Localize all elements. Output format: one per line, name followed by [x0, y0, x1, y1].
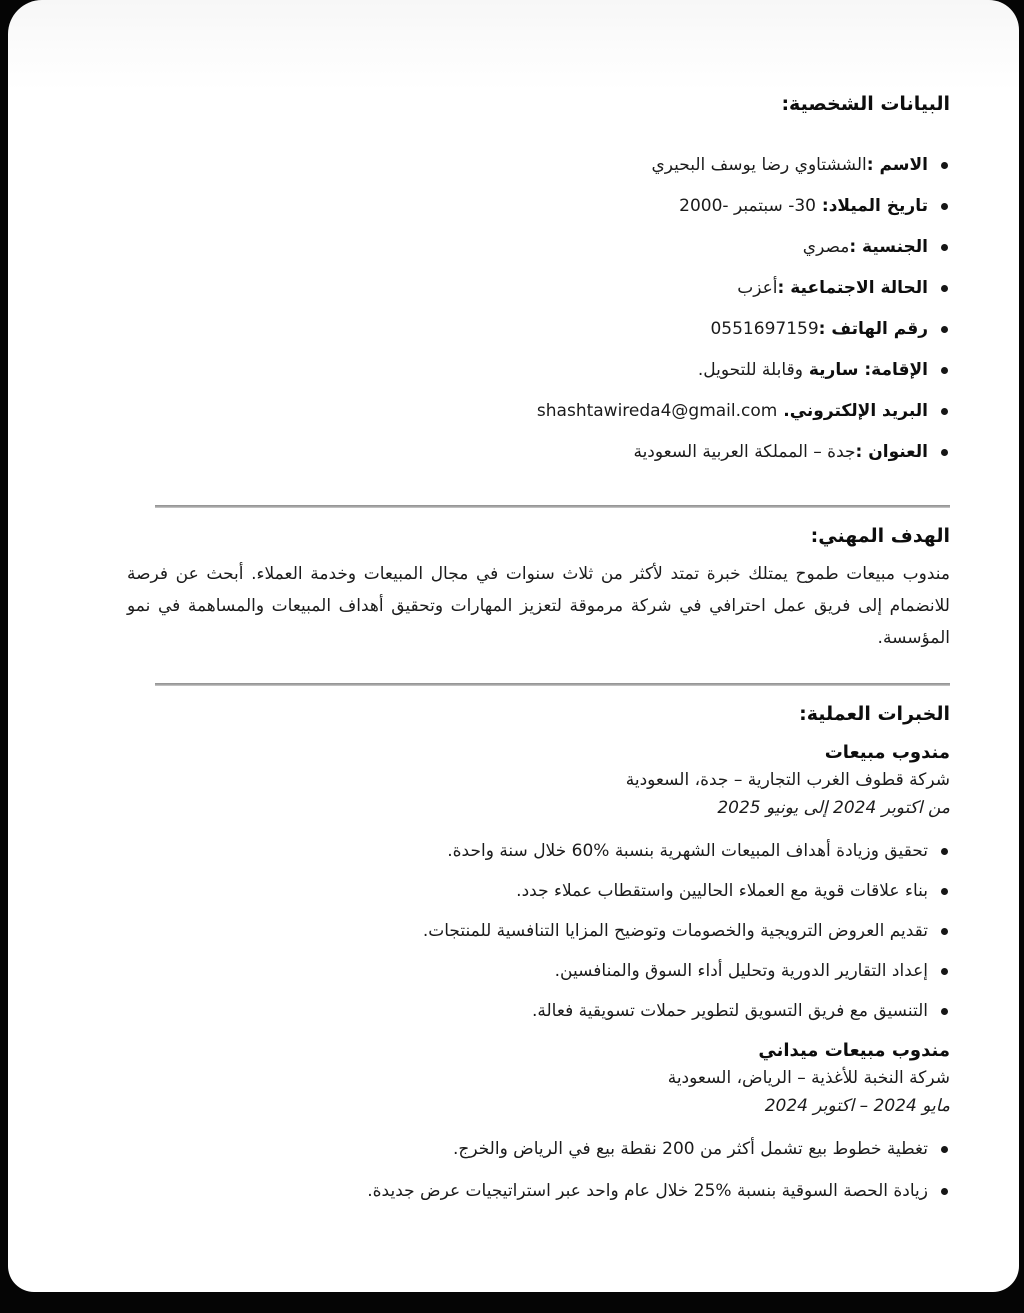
item-value: وقابلة للتحويل.	[697, 360, 803, 380]
job-bullet-text: تحقيق وزيادة أهداف المبيعات الشهرية بنسبة %60 خلال سنة واحدة.	[447, 841, 928, 861]
section-heading-personal: البيانات الشخصية:	[781, 93, 950, 115]
job-company: شركة قطوف الغرب التجارية – جدة، السعودية	[625, 770, 950, 790]
job-period: من اكتوبر 2024 إلى يونيو 2025	[717, 798, 950, 818]
bullet-icon	[941, 203, 948, 210]
personal-item-name	[127, 152, 950, 178]
job-bullet	[127, 1136, 950, 1162]
job-bullet-text: زيادة الحصة السوقية بنسبة %25 خلال عام واحد عبر استراتيجيات عرض جديدة.	[367, 1181, 928, 1201]
section-divider	[155, 505, 950, 508]
job-bullet-text: تقديم العروض الترويجية والخصومات وتوضيح المزايا التنافسية للمنتجات.	[422, 921, 928, 941]
bullet-icon	[941, 928, 948, 935]
section-heading-objective: الهدف المهني:	[810, 525, 950, 547]
bullet-icon	[941, 367, 948, 374]
personal-item-birthdate	[127, 193, 950, 219]
bullet-icon	[941, 848, 948, 855]
job-bullet-text: بناء علاقات قوية مع العملاء الحاليين واستقطاب عملاء جدد.	[516, 881, 928, 901]
item-label: العنوان :	[855, 442, 928, 462]
personal-item-nationality	[127, 234, 950, 260]
section-heading-experience: الخبرات العملية:	[799, 703, 950, 725]
item-label: تاريخ الميلاد:	[815, 196, 928, 216]
personal-item-residency	[127, 357, 950, 383]
item-value: مصري	[802, 237, 850, 257]
bullet-icon	[941, 1188, 948, 1195]
job-bullet	[127, 998, 950, 1024]
job-title: مندوب مبيعات ميداني	[758, 1040, 950, 1061]
job-bullet	[127, 1178, 950, 1204]
resume-page	[8, 0, 1019, 1292]
job-bullet-list	[127, 838, 950, 1024]
job-bullet	[127, 918, 950, 944]
item-value: أعزب	[737, 278, 778, 298]
bullet-icon	[941, 326, 948, 333]
item-value: جدة – المملكة العربية السعودية	[633, 442, 856, 462]
job-bullet-text: تغطية خطوط بيع تشمل أكثر من 200 نقطة بيع في الرياض والخرج.	[452, 1139, 928, 1159]
job-bullet-text: إعداد التقارير الدورية وتحليل أداء السوق والمنافسين.	[554, 961, 928, 981]
job-bullet-list	[127, 1136, 950, 1204]
item-value: 0551697159	[710, 319, 819, 339]
job-bullet	[127, 878, 950, 904]
item-value: الششتاوي رضا يوسف البحيري	[651, 155, 867, 175]
bullet-icon	[941, 1146, 948, 1153]
item-label: الحالة الاجتماعية :	[777, 278, 928, 298]
item-label: الجنسية :	[849, 237, 928, 257]
item-value: shashtawireda4@gmail.com	[536, 401, 778, 421]
bullet-icon	[941, 888, 948, 895]
item-value: 30- سبتمبر -2000	[679, 196, 816, 216]
job-bullet-text: التنسيق مع فريق التسويق لتطوير حملات تسويقية فعالة.	[531, 1001, 928, 1021]
resume-content	[127, 0, 950, 1220]
personal-item-marital-status	[127, 275, 950, 301]
objective-text: مندوب مبيعات طموح يمتلك خبرة تمتد لأكثر من ثلاث سنوات في مجال المبيعات وخدمة العملاء. أبحث عن فرصة للانضمام إلى فريق عمل احترافي في شركة مرموقة لتعزيز المهارات وتحقيق أهداف المبيعات والمساهمة في نمو المؤسسة.	[127, 564, 950, 648]
item-label: رقم الهاتف :	[818, 319, 928, 339]
personal-data-list	[127, 152, 950, 465]
personal-item-address	[127, 439, 950, 465]
bullet-icon	[941, 244, 948, 251]
section-divider	[155, 683, 950, 686]
bullet-icon	[941, 162, 948, 169]
personal-item-phone	[127, 316, 950, 342]
item-label: البريد الإلكتروني.	[777, 401, 928, 421]
job-bullet	[127, 838, 950, 864]
bullet-icon	[941, 285, 948, 292]
job-title: مندوب مبيعات	[824, 742, 950, 763]
bullet-icon	[941, 408, 948, 415]
job-bullet	[127, 958, 950, 984]
bullet-icon	[941, 449, 948, 456]
job-company: شركة النخبة للأغذية – الرياض، السعودية	[667, 1068, 950, 1088]
job-period: مايو 2024 – اكتوبر 2024	[764, 1096, 950, 1116]
job-entry	[127, 1038, 950, 1204]
job-entry	[127, 740, 950, 1024]
item-label: الإقامة: سارية	[802, 360, 928, 380]
bullet-icon	[941, 1008, 948, 1015]
personal-item-email	[127, 398, 950, 424]
bullet-icon	[941, 968, 948, 975]
item-label: الاسم :	[866, 155, 928, 175]
